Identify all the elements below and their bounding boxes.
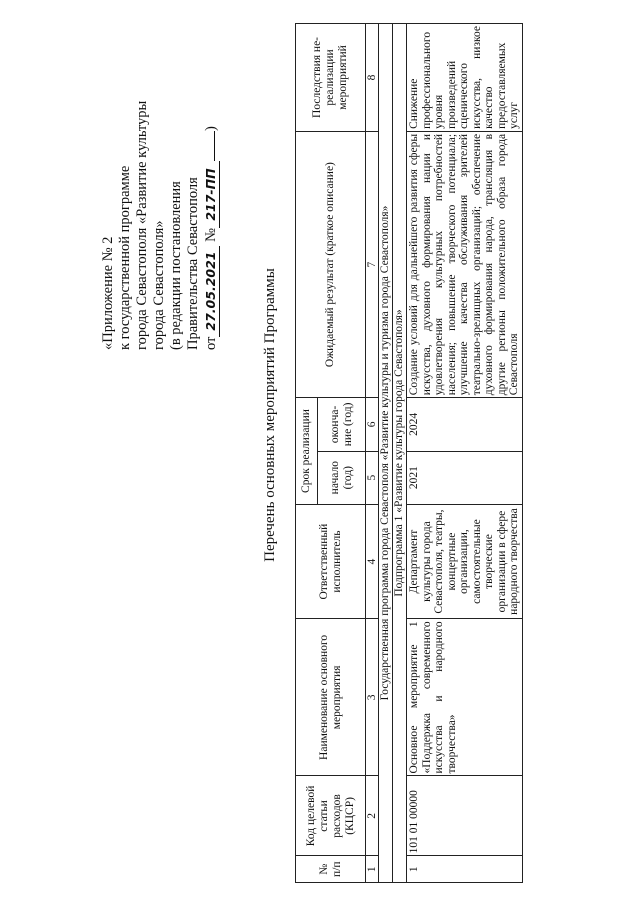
subprogram-row <box>393 24 407 883</box>
row-start: 2021 <box>407 451 523 504</box>
number-prefix: № <box>203 228 219 242</box>
appendix-line: «Приложение № 2 <box>100 236 116 350</box>
header-consequences: Последствия не-реализации мероприятий <box>296 24 366 132</box>
table-row <box>407 24 523 883</box>
program-title: Государственная программа города Севастополя «Развитие культуры и туризма города Севастополя» <box>379 24 393 883</box>
header-code: Код целевой статьи расходов (КЦСР) <box>296 776 366 856</box>
appendix-line: Правительства Севастополя <box>185 177 201 350</box>
header-end: оконча-ние (год) <box>318 398 366 451</box>
column-number: 7 <box>366 131 379 397</box>
header-term: Срок реализации <box>296 398 318 505</box>
appendix-block <box>100 20 220 350</box>
row-code: 101 01 00000 <box>407 776 523 856</box>
row-executor: Департамент культуры города Севастополя, театры, концертные организации, самостоятельные творческие организации в сфере народного творчества <box>407 504 523 619</box>
row-end: 2024 <box>407 398 523 451</box>
program-row <box>379 24 393 883</box>
column-number: 8 <box>366 24 379 132</box>
closing-paren: ) <box>203 126 219 132</box>
appendix-line: города Севастополя» <box>151 220 167 350</box>
blank-underline <box>214 131 215 161</box>
date-prefix: от <box>203 336 219 350</box>
column-number: 2 <box>366 776 379 856</box>
appendix-line: города Севастополя «Развитие культуры <box>134 100 150 350</box>
column-number: 1 <box>366 856 379 883</box>
handwritten-date: 27.05.2021 <box>202 246 220 337</box>
column-number: 3 <box>366 619 379 776</box>
header-name: Наименование основного мероприятия <box>296 619 366 776</box>
row-result: Создание условий для дальнейшего развития сферы искусства, духовного формирования нации и удовлетворения культурных потребностей населения; повышение творческого потенциала; улучшение качества обслуживания зрителей театрально-зрелищных организаций; обеспечение духовного формирования народа, трансляция в другие регионы положительного образа города Севастополя <box>407 131 523 397</box>
row-consequences: Снижение профессионального уровня произведений сценического искусства, низкое качество предоставляемых услуг <box>407 24 523 132</box>
appendix-date-line <box>202 20 220 350</box>
column-number: 5 <box>366 451 379 504</box>
header-executor: Ответственный исполнитель <box>296 504 366 619</box>
appendix-line: (в редакции постановления <box>168 181 184 350</box>
column-number: 4 <box>366 504 379 619</box>
row-num: 1 <box>407 856 523 883</box>
measures-table <box>295 23 523 883</box>
header-result: Ожидаемый результат (краткое описание) <box>296 131 366 397</box>
column-number: 6 <box>366 398 379 451</box>
appendix-line: к государственной программе <box>117 165 133 350</box>
subprogram-title: Подпрограмма 1 «Развитие культуры города Севастополя» <box>393 24 407 883</box>
handwritten-number: 217-ПП <box>202 161 220 228</box>
document-title: Перечень основных мероприятий Программы <box>262 268 278 562</box>
row-name: Основное мероприятие 1 «Поддержка современного искусства и народного творчества» <box>407 619 523 776</box>
header-num: № п/п <box>296 856 366 883</box>
header-start: начало (год) <box>318 451 366 504</box>
column-number-row <box>366 24 379 883</box>
